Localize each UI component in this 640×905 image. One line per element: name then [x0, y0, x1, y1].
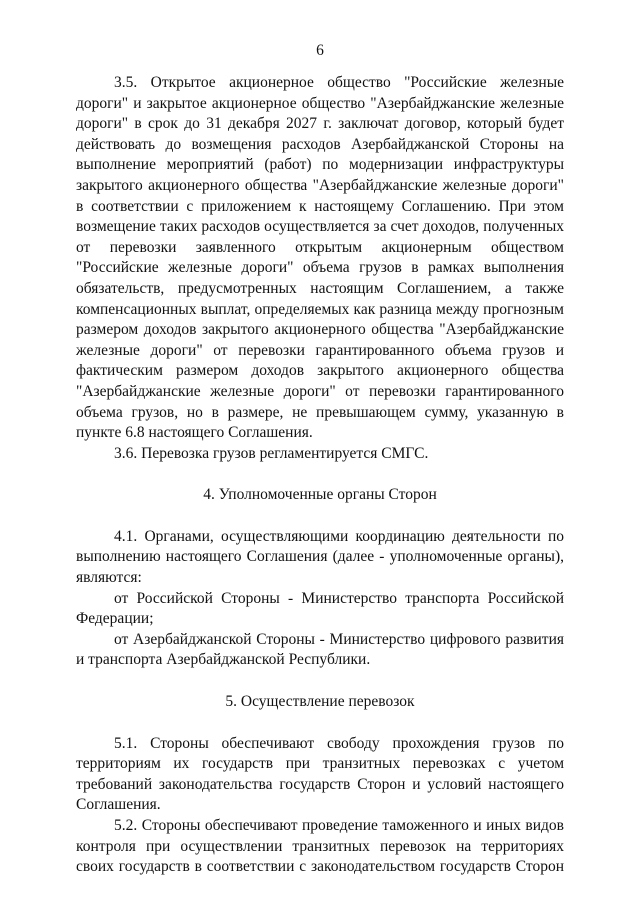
paragraph-5-2: 5.2. Стороны обеспечивают проведение таможенного и иных видов контроля при осуществлении транзитных перевозок на территориях своих государств в соответствии с законодательством государств Сторон [76, 817, 564, 876]
section-heading-4: 4. Уполномоченные органы Сторон [203, 486, 437, 504]
paragraph-3-6: 3.6. Перевозка грузов регламентируется СМГС. [114, 444, 429, 462]
paragraph-5-1: 5.1. Стороны обеспечивают свободу прохождения грузов по территориям их государств при транзитных перевозках с учетом требований законодательства государств Сторон и условий настоящего Соглашения. [76, 734, 564, 814]
section-heading-5: 5. Осуществление перевозок [225, 693, 415, 711]
document-body [76, 73, 564, 878]
paragraph-russian-side: от Российской Стороны - Министерство транспорта Российской Федерации; [76, 589, 564, 628]
paragraph-4-1: 4.1. Органами, осуществляющими координацию деятельности по выполнению настоящего Соглашения (далее - уполномоченные органы), являются: [76, 527, 564, 587]
paragraph-3-5: 3.5. Открытое акционерное общество "Российские железные дороги" и закрытое акционерное общество "Азербайджанские железные дороги" в срок до 31 декабря 2027 г. заключат договор, который будет действовать до возмещения расходов Азербайджанской Стороны на выполнение мероприятий (работ) по модернизации инфраструктуры закрытого акционерного общества "Азербайджанские железные дороги" в соответствии с приложением к настоящему Соглашению. При этом возмещение таких расходов осуществляется за счет доходов, полученных от перевозки заявленного открытым акционерным обществом "Российские железные дороги" объема грузов в рамках выполнения обязательств, предусмотренных настоящим Соглашением, а также компенсационных выплат, определяемых как разница между прогнозным размером доходов закрытого акционерного общества "Азербайджанские железные дороги" от перевозки гарантированного объема грузов и фактическим размером доходов закрытого акционерного общества "Азербайджанские железные дороги" от перевозки гарантированного объема грузов, но в размере, не превышающем сумму, указанную в пункте 6.8 настоящего Соглашения. [76, 74, 564, 442]
page-number: 6 [316, 42, 324, 59]
paragraph-azerbaijani-side: от Азербайджанской Стороны - Министерство цифрового развития и транспорта Азербайджанской Республики. [76, 630, 564, 669]
